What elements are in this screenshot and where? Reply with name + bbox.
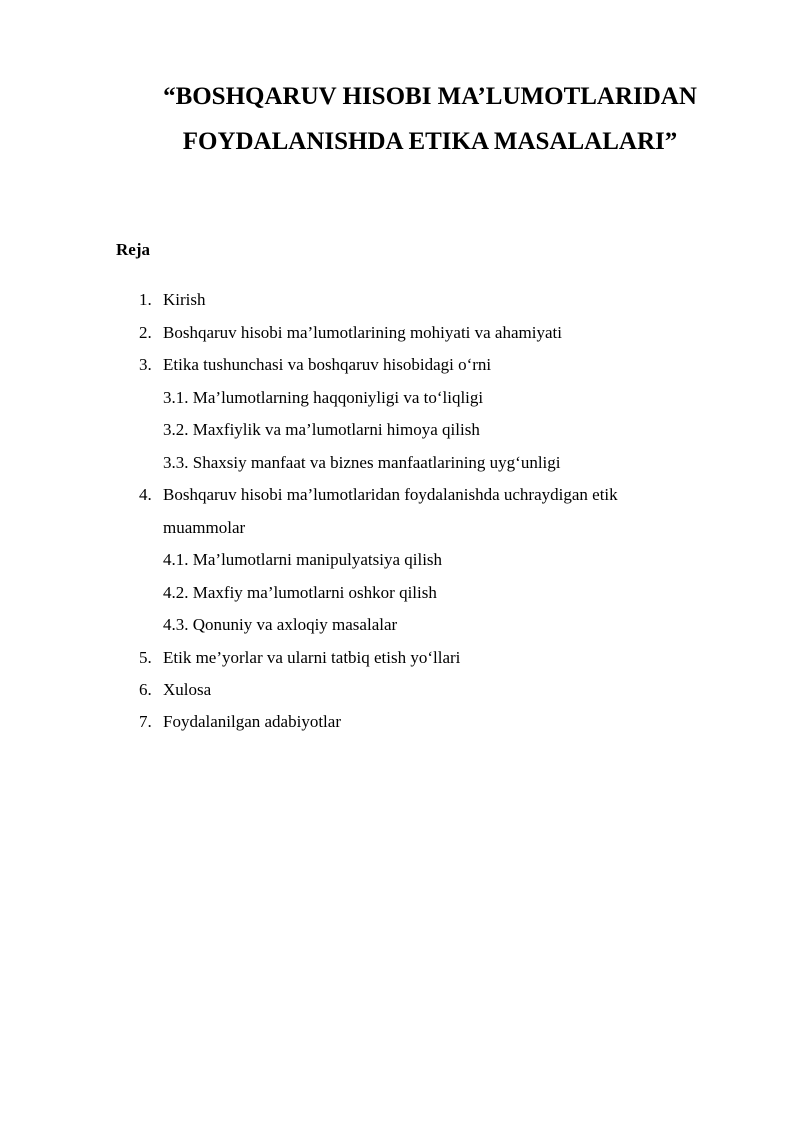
toc-item-number: 4. bbox=[139, 485, 152, 504]
toc-item-text: Boshqaruv hisobi ma’lumotlaridan foydalanishda uchraydigan etik bbox=[163, 485, 618, 504]
title-line-2: FOYDALANISHDA ETIKA MASALALARI” bbox=[182, 128, 678, 155]
toc-item-number: 6. bbox=[139, 680, 152, 699]
toc-item-text: Foydalanilgan adabiyotlar bbox=[163, 712, 341, 731]
toc-item-text: Etik me’yorlar va ularni tatbiq etish yo‘llari bbox=[163, 648, 461, 667]
toc-subitem-text: 4.3. Qonuniy va axloqiy masalalar bbox=[163, 615, 398, 634]
toc-item-text: Xulosa bbox=[163, 680, 212, 699]
document-title bbox=[0, 74, 800, 164]
toc-subitem-text: 3.1. Ma’lumotlarning haqqoniyligi va to‘liqligi bbox=[163, 388, 484, 407]
toc-subitem-text: 3.2. Maxfiylik va ma’lumotlarni himoya qilish bbox=[163, 420, 480, 439]
title-line-1: “BOSHQARUV HISOBI MA’LUMOTLARIDAN bbox=[163, 83, 697, 110]
toc-subitem-text: 4.2. Maxfiy ma’lumotlarni oshkor qilish bbox=[163, 583, 437, 602]
toc-item-number: 7. bbox=[139, 712, 152, 731]
toc-item-number: 2. bbox=[139, 323, 152, 342]
toc-subitem-text: 4.1. Ma’lumotlarni manipulyatsiya qilish bbox=[163, 550, 443, 569]
toc-item-number: 1. bbox=[139, 290, 152, 309]
toc-item-text: Kirish bbox=[163, 290, 206, 309]
plan-heading: Reja bbox=[116, 240, 150, 259]
toc-item-number: 5. bbox=[139, 648, 152, 667]
toc-item-text-continuation: muammolar bbox=[163, 518, 246, 537]
toc-item-text: Boshqaruv hisobi ma’lumotlarining mohiyati va ahamiyati bbox=[163, 323, 562, 342]
toc-subitem-text: 3.3. Shaxsiy manfaat va biznes manfaatlarining uyg‘unligi bbox=[163, 453, 561, 472]
toc-item-number: 3. bbox=[139, 355, 152, 374]
toc-item-text: Etika tushunchasi va boshqaruv hisobidagi o‘rni bbox=[163, 355, 492, 374]
